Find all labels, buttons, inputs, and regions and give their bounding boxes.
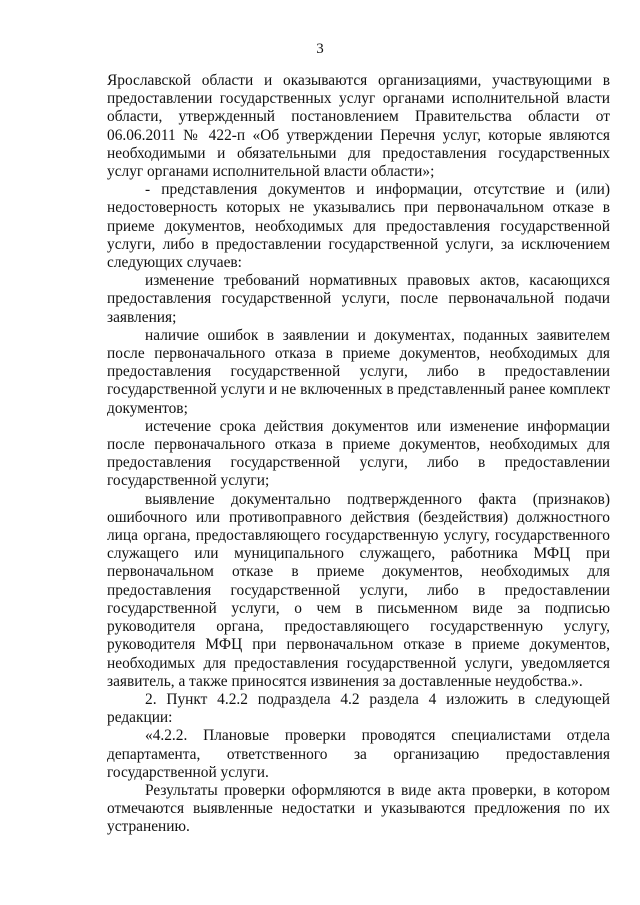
- paragraph: Ярославской области и оказываются организациями, участвующими в предоставлении государственных услуг органами исполнительной власти области, утвержденный постановлением Правительства области от 06.06.2011 № 422-п «Об утверждении Перечня услуг, которые являются необходимыми и обязательными для предоставления государственных услуг органами исполнительной власти области»;: [107, 72, 610, 181]
- paragraph: 2. Пункт 4.2.2 подраздела 4.2 раздела 4 изложить в следующей редакции:: [107, 690, 610, 727]
- paragraph: наличие ошибок в заявлении и документах, поданных заявителем после первоначального отказа в приеме документов, необходимых для предоставления государственной услуги, либо в предоставлении государственной услуги и не включенных в представленный ранее комплект документов;: [107, 326, 610, 417]
- paragraph: изменение требований нормативных правовых актов, касающихся предоставления государственной услуги, после первоначальной подачи заявления;: [107, 272, 610, 326]
- page-number: 3: [316, 41, 324, 57]
- paragraph: Результаты проверки оформляются в виде акта проверки, в котором отмечаются выявленные недостатки и указываются предложения по их устранению.: [107, 781, 610, 836]
- paragraph: - представления документов и информации, отсутствие и (или) недостоверность которых не указывались при первоначальном отказе в приеме документов, необходимых для предоставления государственной услуги, либо в предоставлении государственной услуги, за исключением следующих случаев:: [107, 181, 610, 272]
- paragraph: «4.2.2. Плановые проверки проводятся специалистами отдела департамента, ответственного за организацию предоставления государственной услуги.: [107, 727, 610, 781]
- paragraph: истечение срока действия документов или изменение информации после первоначального отказа в приеме документов, необходимых для предоставления государственной услуги, либо в предоставлении государственной услуги;: [107, 417, 610, 490]
- document-body: [107, 72, 610, 837]
- paragraph: выявление документально подтвержденного факта (признаков) ошибочного или противоправного действия (бездействия) должностного лица органа, предоставляющего государственную услугу, государственного служащего или муниципального служащего, работника МФЦ при первоначальном отказе в приеме документов, необходимых для предоставления государственной услуги, либо в предоставлении государственной услуги, о чем в письменном виде за подписью руководителя органа, предоставляющего государственную услугу, руководителя МФЦ при первоначальном отказе в приеме документов, необходимых для предоставления государственной услуги, уведомляется заявитель, а также приносятся извинения за доставленные неудобства.».: [107, 490, 610, 690]
